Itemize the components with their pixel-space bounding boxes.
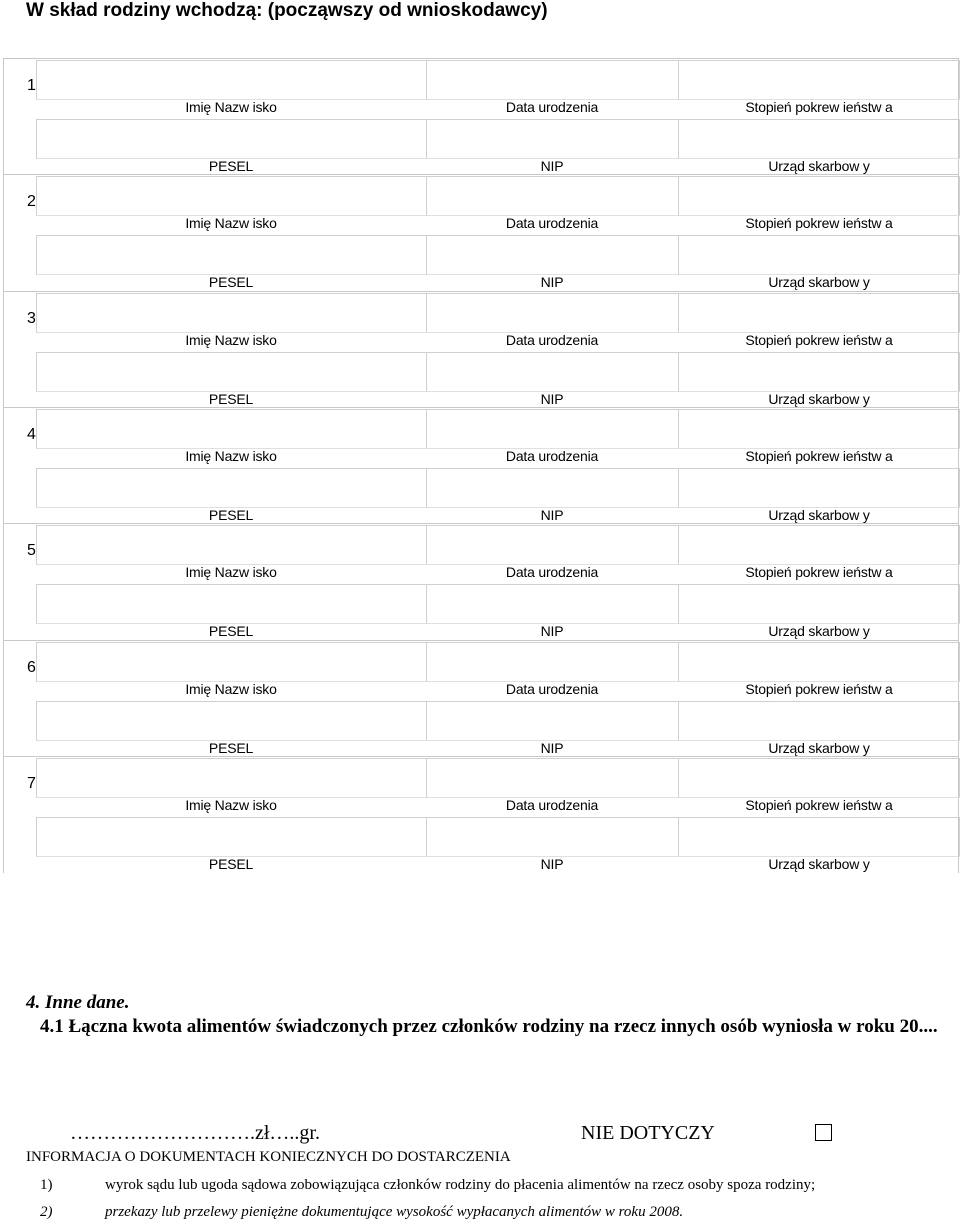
info-item-number: 2) <box>40 1204 53 1220</box>
block-border <box>3 407 4 524</box>
info-heading: INFORMACJA O DOKUMENTACH KONIECZNYCH DO DOSTARCZENIA <box>26 1149 511 1165</box>
question-4-1: 4.1 Łączna kwota alimentów świadczonych przez członków rodziny na rzecz innych osób wyniosła w roku 20.... <box>40 1016 938 1037</box>
pesel-label: PESEL <box>208 740 254 756</box>
nip-field[interactable] <box>426 817 679 857</box>
field-row-tax <box>36 235 958 273</box>
relation-field[interactable] <box>678 758 960 798</box>
nip-field[interactable] <box>426 352 679 392</box>
info-item-text: wyrok sądu lub ugoda sądowa zobowiązująca członków rodziny do płacenia alimentów na rzecz osoby spoza rodziny; <box>105 1177 816 1193</box>
tax-office-label: Urząd skarbow y <box>768 623 870 639</box>
block-border <box>3 174 4 291</box>
name-label: Imię Nazw isko <box>185 448 277 464</box>
field-row-tax <box>36 352 958 390</box>
block-border <box>3 407 958 408</box>
pesel-field[interactable] <box>36 119 427 159</box>
block-border <box>3 523 4 640</box>
name-field[interactable] <box>36 758 427 798</box>
not-applicable-checkbox[interactable] <box>815 1124 832 1141</box>
nip-label: NIP <box>540 856 564 872</box>
block-border <box>3 291 4 408</box>
family-member-block <box>0 58 960 175</box>
tax-office-field[interactable] <box>678 817 960 857</box>
block-border <box>3 640 958 641</box>
birth-date-field[interactable] <box>426 293 679 333</box>
relation-field[interactable] <box>678 525 960 565</box>
family-member-block <box>0 640 960 757</box>
nip-field[interactable] <box>426 235 679 275</box>
family-member-block <box>0 523 960 640</box>
not-applicable-label: NIE DOTYCZY <box>581 1122 715 1144</box>
field-row-personal <box>36 176 958 214</box>
field-row-tax <box>36 584 958 622</box>
row-number: 4 <box>27 426 36 443</box>
nip-field[interactable] <box>426 584 679 624</box>
block-border <box>3 756 958 757</box>
birth-date-field[interactable] <box>426 176 679 216</box>
name-field[interactable] <box>36 525 427 565</box>
relation-field[interactable] <box>678 60 960 100</box>
nip-field[interactable] <box>426 468 679 508</box>
pesel-label: PESEL <box>208 158 254 174</box>
field-row-personal <box>36 409 958 447</box>
block-border <box>3 174 958 175</box>
birth-date-label: Data urodzenia <box>505 99 599 115</box>
row-number: 2 <box>27 193 36 210</box>
row-number: 3 <box>27 310 36 327</box>
amount-field[interactable]: ……………………….zł…..gr. <box>70 1122 320 1144</box>
relation-field[interactable] <box>678 642 960 682</box>
tax-office-label: Urząd skarbow y <box>768 740 870 756</box>
pesel-field[interactable] <box>36 817 427 857</box>
family-member-block <box>0 756 960 873</box>
relation-label: Stopień pokrew ieństw a <box>745 448 893 464</box>
name-field[interactable] <box>36 409 427 449</box>
birth-date-label: Data urodzenia <box>505 797 599 813</box>
block-border <box>3 291 958 292</box>
block-border <box>3 640 4 757</box>
birth-date-field[interactable] <box>426 642 679 682</box>
relation-field[interactable] <box>678 176 960 216</box>
block-border <box>3 58 958 59</box>
pesel-field[interactable] <box>36 468 427 508</box>
birth-date-label: Data urodzenia <box>505 332 599 348</box>
row-number: 5 <box>27 542 36 559</box>
pesel-label: PESEL <box>208 856 254 872</box>
name-label: Imię Nazw isko <box>185 797 277 813</box>
birth-date-field[interactable] <box>426 60 679 100</box>
relation-label: Stopień pokrew ieństw a <box>745 215 893 231</box>
nip-label: NIP <box>540 623 564 639</box>
pesel-field[interactable] <box>36 352 427 392</box>
field-row-tax <box>36 119 958 157</box>
birth-date-label: Data urodzenia <box>505 564 599 580</box>
nip-field[interactable] <box>426 119 679 159</box>
birth-date-field[interactable] <box>426 525 679 565</box>
tax-office-field[interactable] <box>678 235 960 275</box>
tax-office-label: Urząd skarbow y <box>768 856 870 872</box>
block-border <box>3 523 958 524</box>
name-label: Imię Nazw isko <box>185 215 277 231</box>
tax-office-label: Urząd skarbow y <box>768 274 870 290</box>
tax-office-field[interactable] <box>678 584 960 624</box>
nip-field[interactable] <box>426 701 679 741</box>
relation-label: Stopień pokrew ieństw a <box>745 797 893 813</box>
row-number: 7 <box>27 775 36 792</box>
field-row-personal <box>36 642 958 680</box>
birth-date-label: Data urodzenia <box>505 681 599 697</box>
field-row-tax <box>36 701 958 739</box>
info-item-number: 1) <box>40 1177 53 1193</box>
nip-label: NIP <box>540 740 564 756</box>
field-row-tax <box>36 817 958 855</box>
relation-label: Stopień pokrew ieństw a <box>745 564 893 580</box>
name-field[interactable] <box>36 60 427 100</box>
birth-date-label: Data urodzenia <box>505 448 599 464</box>
name-label: Imię Nazw isko <box>185 681 277 697</box>
block-border <box>3 58 4 175</box>
family-member-block <box>0 407 960 524</box>
tax-office-field[interactable] <box>678 468 960 508</box>
field-row-tax <box>36 468 958 506</box>
block-border <box>3 756 4 873</box>
tax-office-field[interactable] <box>678 352 960 392</box>
pesel-field[interactable] <box>36 584 427 624</box>
pesel-label: PESEL <box>208 274 254 290</box>
field-row-personal <box>36 293 958 331</box>
pesel-label: PESEL <box>208 391 254 407</box>
name-field[interactable] <box>36 176 427 216</box>
name-field[interactable] <box>36 642 427 682</box>
info-item-text: przekazy lub przelewy pieniężne dokumentujące wysokość wypłacanych alimentów w roku 2008. <box>105 1204 684 1220</box>
row-number: 6 <box>27 659 36 676</box>
tax-office-label: Urząd skarbow y <box>768 507 870 523</box>
tax-office-field[interactable] <box>678 701 960 741</box>
pesel-label: PESEL <box>208 507 254 523</box>
birth-date-field[interactable] <box>426 409 679 449</box>
nip-label: NIP <box>540 274 564 290</box>
name-label: Imię Nazw isko <box>185 564 277 580</box>
name-label: Imię Nazw isko <box>185 332 277 348</box>
family-member-block <box>0 174 960 291</box>
tax-office-field[interactable] <box>678 119 960 159</box>
relation-field[interactable] <box>678 293 960 333</box>
nip-label: NIP <box>540 391 564 407</box>
field-row-personal <box>36 525 958 563</box>
birth-date-label: Data urodzenia <box>505 215 599 231</box>
pesel-field[interactable] <box>36 701 427 741</box>
family-member-block <box>0 291 960 408</box>
relation-label: Stopień pokrew ieństw a <box>745 681 893 697</box>
relation-label: Stopień pokrew ieństw a <box>745 332 893 348</box>
field-row-personal <box>36 60 958 98</box>
relation-label: Stopień pokrew ieństw a <box>745 99 893 115</box>
name-field[interactable] <box>36 293 427 333</box>
nip-label: NIP <box>540 507 564 523</box>
tax-office-label: Urząd skarbow y <box>768 391 870 407</box>
birth-date-field[interactable] <box>426 758 679 798</box>
nip-label: NIP <box>540 158 564 174</box>
relation-field[interactable] <box>678 409 960 449</box>
name-label: Imię Nazw isko <box>185 99 277 115</box>
tax-office-label: Urząd skarbow y <box>768 158 870 174</box>
pesel-field[interactable] <box>36 235 427 275</box>
pesel-label: PESEL <box>208 623 254 639</box>
row-number: 1 <box>27 77 36 94</box>
section-4-title: 4. Inne dane. <box>26 992 130 1013</box>
field-row-personal <box>36 758 958 796</box>
section-header: W skład rodziny wchodzą: (począwszy od wnioskodawcy) <box>26 0 548 21</box>
